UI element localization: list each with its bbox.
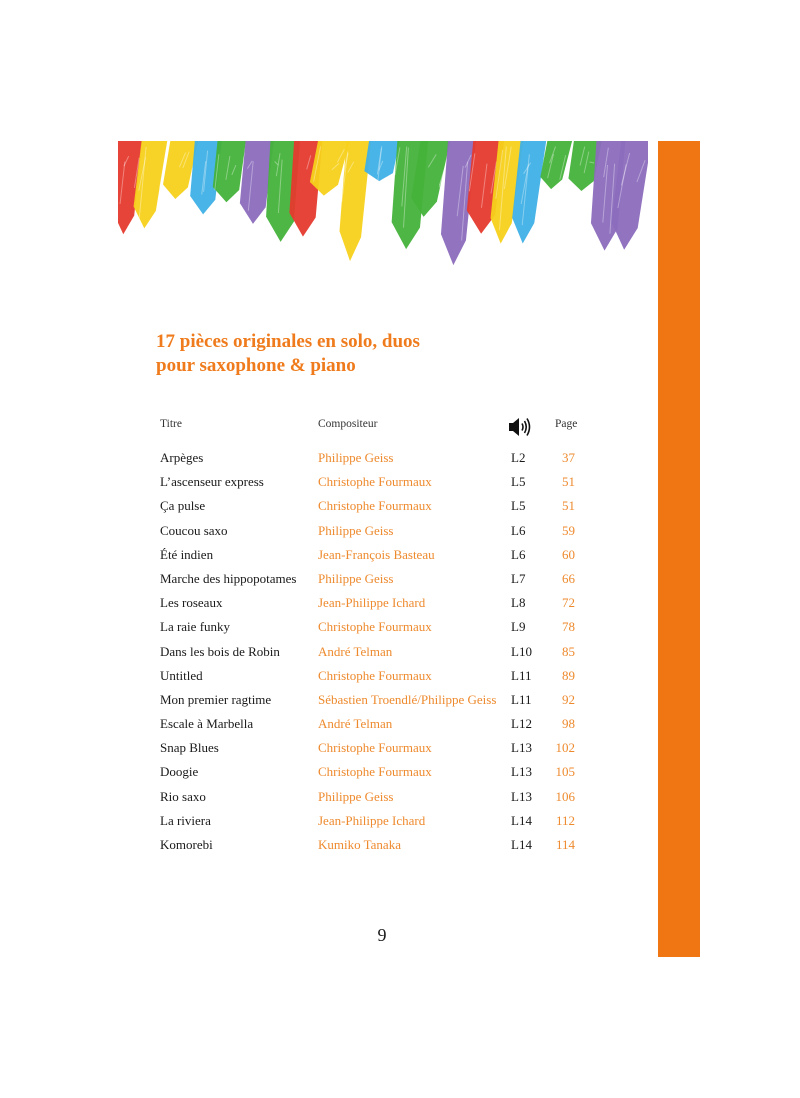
page-heading (156, 330, 420, 378)
row-composer: Christophe Fourmaux (318, 667, 432, 683)
row-composer: Jean-Philippe Ichard (318, 812, 426, 828)
row-composer: Christophe Fourmaux (318, 764, 432, 780)
row-title: Arpèges (160, 450, 204, 465)
orange-side-bar (658, 141, 700, 957)
header-title: Titre (160, 418, 182, 430)
row-level: L14 (511, 812, 532, 828)
row-title: Escale à Marbella (160, 716, 254, 732)
row-level: L7 (511, 570, 526, 586)
table-row (160, 571, 590, 595)
row-level: L6 (511, 546, 526, 562)
row-title: La raie funky (160, 619, 231, 635)
table-row (160, 595, 590, 619)
row-page: 98 (562, 716, 575, 732)
table-row (160, 644, 590, 668)
row-page: 85 (562, 643, 575, 659)
row-title: Dans les bois de Robin (160, 643, 280, 659)
row-title: Rio saxo (160, 788, 206, 804)
row-title: Untitled (160, 667, 203, 683)
table-header (160, 414, 590, 450)
table-row (160, 837, 590, 861)
table-row (160, 474, 590, 498)
row-page: 92 (562, 691, 575, 707)
row-level: L13 (511, 764, 532, 780)
row-level: L2 (511, 450, 526, 465)
row-title: Doogie (160, 764, 199, 780)
row-level: L5 (511, 498, 526, 514)
row-composer: Kumiko Tanaka (318, 837, 401, 852)
table-row (160, 619, 590, 643)
table-row (160, 716, 590, 740)
row-title: La riviera (160, 812, 211, 828)
row-composer: Philippe Geiss (318, 788, 394, 804)
row-title: Coucou saxo (160, 522, 228, 538)
row-composer: Philippe Geiss (318, 450, 394, 465)
row-page: 106 (555, 788, 575, 804)
speaker-icon (508, 416, 532, 438)
table-row (160, 813, 590, 837)
table-row (160, 668, 590, 692)
table-row (160, 523, 590, 547)
row-page: 114 (555, 837, 575, 852)
table-row (160, 498, 590, 522)
row-title: Été indien (160, 546, 214, 562)
row-title: Mon premier ragtime (160, 691, 272, 707)
table-of-contents (160, 414, 590, 861)
row-title: L’ascenseur express (160, 474, 264, 490)
row-level: L8 (511, 595, 526, 611)
row-page: 89 (562, 667, 575, 683)
row-page: 60 (562, 546, 575, 562)
row-level: L12 (511, 716, 532, 732)
row-page: 66 (562, 570, 575, 586)
row-title: Ça pulse (160, 498, 206, 514)
table-row (160, 789, 590, 813)
row-page: 78 (562, 619, 575, 635)
table-row (160, 450, 590, 474)
table-row (160, 547, 590, 571)
row-composer: Philippe Geiss (318, 570, 394, 586)
row-composer: Christophe Fourmaux (318, 619, 432, 635)
row-page: 102 (555, 740, 575, 756)
row-composer: Jean-Philippe Ichard (318, 595, 426, 611)
row-composer: Christophe Fourmaux (318, 740, 432, 756)
page-number: 9 (377, 925, 387, 945)
row-title: Les roseaux (160, 595, 223, 611)
row-composer: Philippe Geiss (318, 522, 394, 538)
row-title: Snap Blues (160, 740, 219, 756)
row-title: Komorebi (160, 837, 213, 852)
row-composer: Jean-François Basteau (318, 546, 435, 562)
row-page: 51 (562, 498, 575, 514)
header-page: Page (555, 418, 578, 430)
row-level: L10 (511, 643, 532, 659)
row-level: L14 (511, 837, 532, 852)
row-level: L9 (511, 619, 526, 635)
row-level: L13 (511, 740, 532, 756)
row-level: L6 (511, 522, 526, 538)
heading-line-2: pour saxophone & piano (156, 355, 356, 376)
paint-brush-decoration (118, 141, 648, 281)
row-composer: André Telman (318, 643, 393, 659)
row-page: 37 (562, 450, 575, 465)
table-row (160, 764, 590, 788)
row-level: L13 (511, 788, 532, 804)
row-composer: Christophe Fourmaux (318, 474, 432, 490)
row-title: Marche des hippopotames (160, 570, 297, 586)
row-level: L11 (511, 691, 532, 707)
heading-line-1: 17 pièces originales en solo, duos (156, 331, 420, 352)
row-level: L11 (511, 667, 532, 683)
row-page: 72 (562, 595, 575, 611)
header-composer: Compositeur (318, 418, 378, 430)
row-page: 59 (562, 522, 575, 538)
table-body (160, 450, 590, 861)
table-row (160, 692, 590, 716)
row-composer: Christophe Fourmaux (318, 498, 432, 514)
row-composer: Sébastien Troendlé/Philippe Geiss (318, 691, 497, 707)
row-page: 105 (555, 764, 575, 780)
row-level: L5 (511, 474, 526, 490)
row-page: 51 (562, 474, 575, 490)
row-composer: André Telman (318, 716, 393, 732)
table-row (160, 740, 590, 764)
row-page: 112 (555, 812, 575, 828)
